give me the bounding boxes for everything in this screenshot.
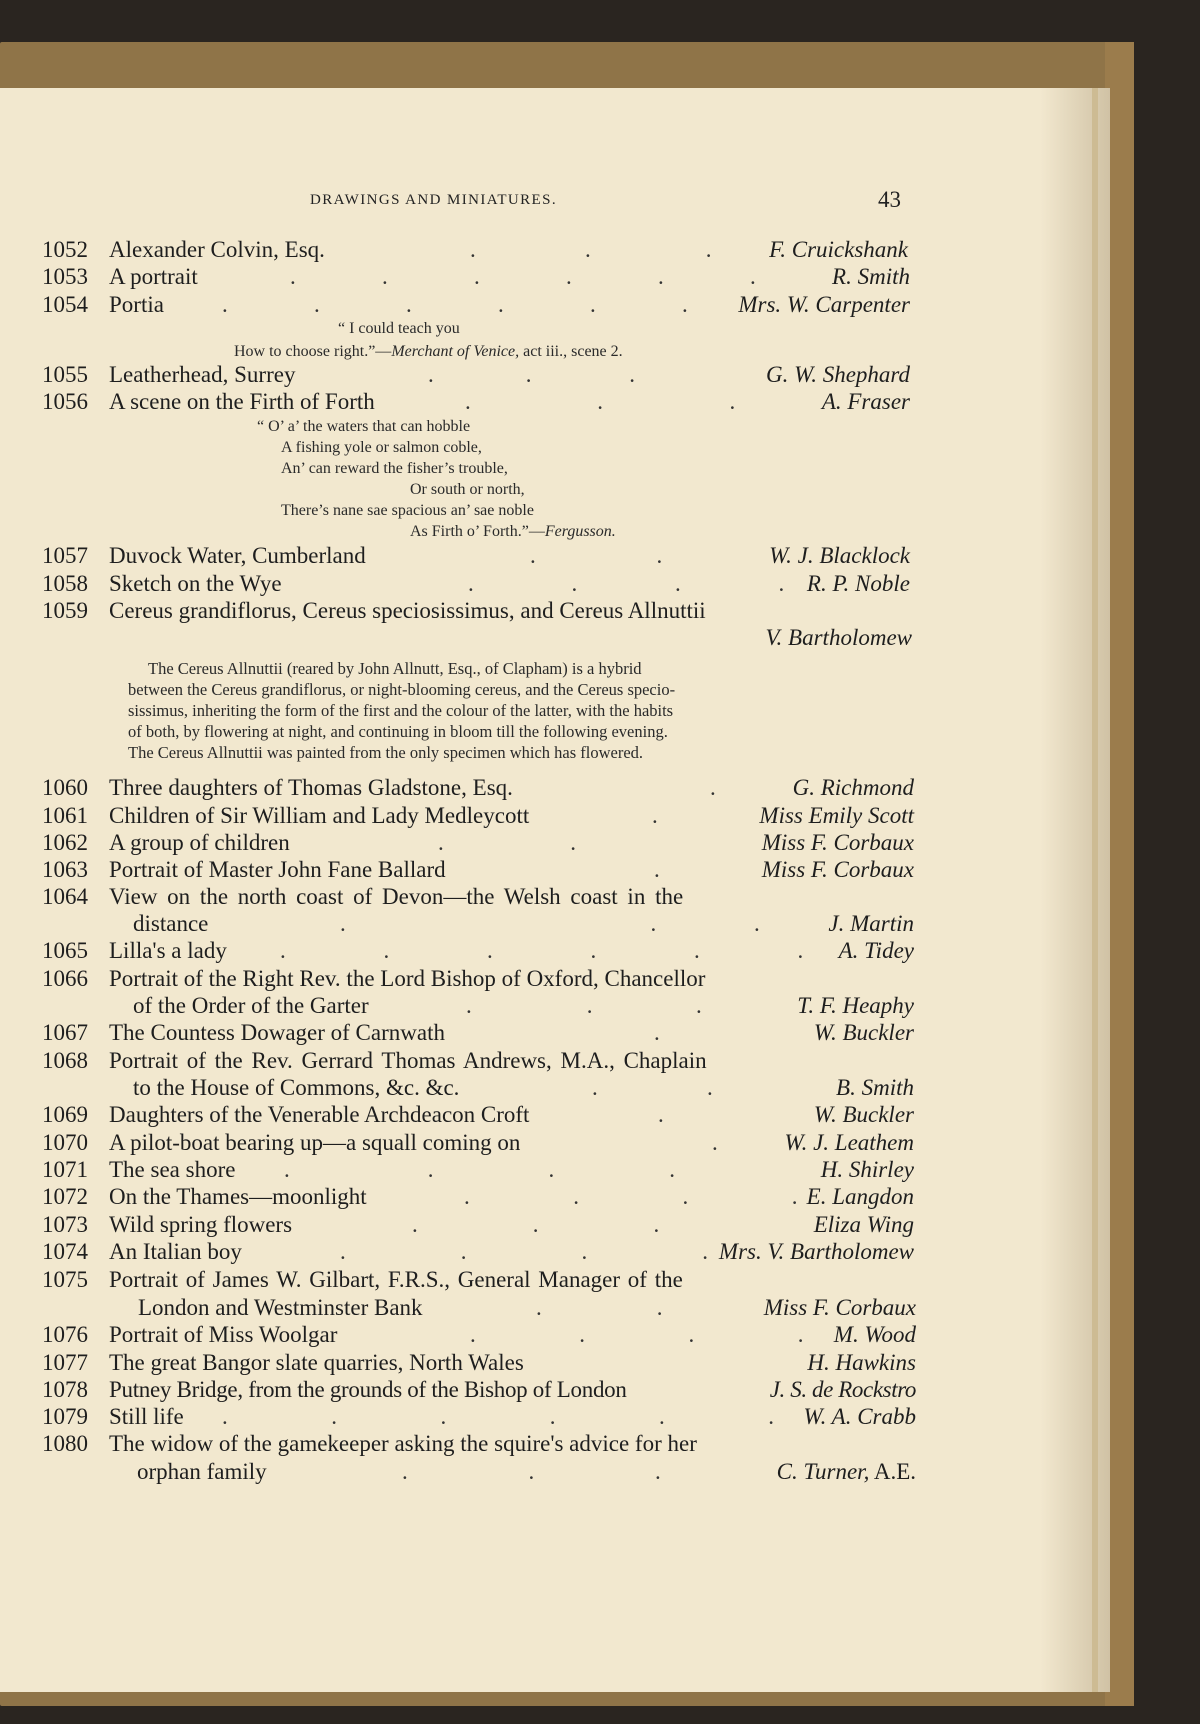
catalogue-entry — [0, 291, 1110, 319]
quote-text: How to choose right.”— — [234, 343, 392, 360]
entry-artist: C. Turner, — [776, 1459, 870, 1484]
entry-title: Portrait of the Right Rev. the Lord Bishop of Oxford, Chancellor — [109, 966, 706, 991]
entry-artist: M. Wood — [833, 1322, 916, 1347]
entry-artist: Miss Emily Scott — [759, 803, 914, 828]
entry-number: 1058 — [42, 571, 88, 596]
entry-title: View on the north coast of Devon—the Welsh coast in the — [109, 884, 684, 909]
entry-title: The Countess Dowager of Carnwath — [109, 1020, 445, 1045]
entry-number: 1063 — [42, 857, 88, 882]
entry-number: 1067 — [42, 1020, 88, 1045]
entry-artist: W. Buckler — [813, 1102, 914, 1127]
catalogue-entry — [0, 1101, 1110, 1129]
catalogue-entry — [0, 263, 1110, 291]
entry-title-continued: orphan family — [137, 1459, 267, 1484]
leader-dots: . — [710, 775, 716, 800]
quote-line: Or south or north, — [410, 481, 525, 498]
entry-number: 1076 — [42, 1322, 88, 1347]
entry-title: The sea shore — [109, 1157, 236, 1182]
catalogue-entry — [0, 597, 1110, 625]
entry-artist: G. Richmond — [792, 775, 914, 800]
entry-number: 1073 — [42, 1212, 88, 1237]
entry-number: 1061 — [42, 803, 88, 828]
leader-dots: . — [658, 1102, 664, 1127]
quote-line: “ I could teach you — [338, 320, 460, 337]
leader-dots: . . . . — [464, 1184, 798, 1209]
entry-title-continued: distance — [133, 911, 209, 936]
catalogue-entry-continuation — [0, 624, 1110, 652]
leader-dots: . . . . — [468, 571, 785, 596]
catalogue-entry — [0, 570, 1110, 598]
catalogue-entry — [0, 1211, 1110, 1239]
entry-title: On the Thames—moonlight — [109, 1184, 367, 1209]
entry-number: 1075 — [42, 1267, 88, 1292]
catalogue-entry — [0, 1047, 1110, 1075]
entry-artist-group — [777, 1458, 916, 1486]
entry-title: Alexander Colvin, Esq. — [109, 237, 325, 262]
catalogue-entry — [0, 1129, 1110, 1157]
entry-title: Sketch on the Wye — [109, 571, 282, 596]
entry-artist: G. W. Shephard — [766, 362, 910, 387]
leader-dots: . . — [592, 1075, 713, 1100]
leader-dots: . . . . . . — [290, 264, 756, 289]
entry-artist: V. Bartholomew — [765, 625, 912, 650]
entry-artist: W. Buckler — [813, 1020, 914, 1045]
entry-title: Cereus grandiflorus, Cereus speciosissimus, and Cereus Allnuttii — [109, 598, 706, 623]
entry-number: 1068 — [42, 1048, 88, 1073]
entry-title: Portia — [109, 292, 164, 317]
note-line: The Cereus Allnuttii (reared by John Allnutt, Esq., of Clapham) is a hybrid — [148, 659, 642, 678]
entry-artist: B. Smith — [836, 1075, 914, 1100]
leader-dots: . . . — [466, 993, 702, 1018]
entry-number: 1070 — [42, 1130, 88, 1155]
entry-artist: T. F. Heaphy — [797, 993, 914, 1018]
entry-title: Portrait of Miss Woolgar — [109, 1322, 338, 1347]
catalogue-entry — [0, 1238, 1110, 1266]
quote-reference: act iii., scene 2. — [519, 343, 623, 360]
entry-artist: A. Tidey — [838, 938, 914, 963]
entry-title: A scene on the Firth of Forth — [109, 389, 375, 414]
entry-artist: W. J. Leathem — [784, 1130, 914, 1155]
note-line: between the Cereus grandiflorus, or night-blooming cereus, and the Cereus specio- — [128, 680, 676, 699]
leader-dots: . — [654, 1020, 660, 1045]
quote-line — [234, 341, 623, 362]
entry-number: 1053 — [42, 264, 88, 289]
leader-dots: . . — [536, 1295, 663, 1320]
entry-title: A group of children — [109, 830, 290, 855]
note-line: sissimus, inheriting the form of the first and the colour of the latter, with the habits — [128, 701, 674, 720]
entry-number: 1055 — [42, 362, 88, 387]
catalogue-entry — [0, 1403, 1110, 1431]
entry-title: The great Bangor slate quarries, North Wales — [109, 1350, 524, 1375]
leader-dots: . . . — [465, 389, 736, 414]
leader-dots: . . . — [402, 1459, 661, 1484]
catalogue-entry — [0, 1183, 1110, 1211]
catalogue-entry — [0, 388, 1110, 416]
leader-dots: . . . . — [340, 1239, 708, 1264]
entry-title: Leatherhead, Surrey — [109, 362, 296, 387]
entry-artist: E. Langdon — [806, 1184, 914, 1209]
entry-artist: Miss F. Corbaux — [761, 830, 914, 855]
entry-artist: Miss F. Corbaux — [763, 1295, 916, 1320]
catalogue-entry-continuation — [0, 1294, 1110, 1322]
catalogue-entry — [0, 361, 1110, 389]
entry-number: 1080 — [42, 1431, 88, 1456]
catalogue-entry — [0, 1321, 1110, 1349]
entry-title-continued: to the House of Commons, &c. &c. — [133, 1075, 460, 1100]
catalogue-entry — [0, 774, 1110, 802]
leader-dots: . — [712, 1130, 718, 1155]
leader-dots: . . . — [412, 1212, 660, 1237]
entry-number: 1072 — [42, 1184, 88, 1209]
catalogue-entry-continuation — [0, 1458, 1110, 1486]
entry-artist: W. J. Blacklock — [769, 543, 910, 568]
catalogue-entry-continuation — [0, 910, 1110, 938]
entry-number: 1064 — [42, 884, 88, 909]
leader-dots: . — [654, 857, 660, 882]
entry-title: Putney Bridge, from the grounds of the Bishop of London — [109, 1377, 627, 1402]
quote-line: There’s nane sae spacious an’ sae noble — [281, 502, 534, 519]
entry-title: Portrait of James W. Gilbart, F.R.S., General Manager of the — [109, 1267, 683, 1292]
entry-number: 1069 — [42, 1102, 88, 1127]
leader-dots: . . . . . . — [280, 938, 804, 963]
entry-artist: H. Hawkins — [807, 1350, 916, 1375]
note-line: of both, by flowering at night, and continuing in bloom till the following evening. — [128, 722, 668, 741]
entry-artist: Mrs. W. Carpenter — [738, 292, 910, 317]
entry-title: Wild spring flowers — [109, 1212, 293, 1237]
catalogue-entry — [0, 1430, 1110, 1458]
catalogue-entry — [0, 829, 1110, 857]
leader-dots: . . — [438, 830, 576, 855]
leader-dots: . . . . — [284, 1157, 675, 1182]
leader-dots: . . . — [470, 237, 712, 262]
catalogue-entry — [0, 1266, 1110, 1294]
entry-title: A pilot-boat bearing up—a squall coming on — [109, 1130, 521, 1155]
entry-number: 1054 — [42, 292, 88, 317]
entry-number: 1056 — [42, 389, 88, 414]
leader-dots: . . . . . . — [222, 1404, 774, 1429]
entry-title: Portrait of the Rev. Gerrard Thomas Andrews, M.A., Chaplain — [109, 1048, 707, 1073]
catalogue-entry — [0, 236, 1110, 264]
entry-artist: J. Martin — [828, 911, 914, 936]
entry-title-continued: of the Order of the Garter — [133, 993, 369, 1018]
entry-title: A portrait — [109, 264, 198, 289]
entry-artist: Miss F. Corbaux — [761, 857, 914, 882]
entry-artist-suffix: A.E. — [873, 1459, 916, 1484]
entry-artist: F. Cruickshank — [769, 237, 908, 262]
catalogue-entry — [0, 937, 1110, 965]
entry-number: 1059 — [42, 598, 88, 623]
entry-title: Three daughters of Thomas Gladstone, Esq. — [109, 775, 513, 800]
entry-title: Children of Sir William and Lady Medleycott — [109, 803, 530, 828]
entry-number: 1062 — [42, 830, 88, 855]
entry-title: The widow of the gamekeeper asking the squire's advice for her — [109, 1431, 697, 1456]
entry-number: 1071 — [42, 1157, 88, 1182]
leader-dots: . . . . . . — [222, 292, 688, 317]
entry-artist: A. Fraser — [821, 389, 910, 414]
entry-artist: Eliza Wing — [813, 1212, 914, 1237]
entry-number: 1079 — [42, 1404, 88, 1429]
page-number: 43 — [878, 187, 901, 212]
catalogue-entry — [0, 856, 1110, 884]
quote-line — [410, 521, 616, 542]
catalogue-entry — [0, 802, 1110, 830]
entry-title: An Italian boy — [109, 1239, 242, 1264]
entry-title: Still life — [109, 1404, 184, 1429]
entry-artist: J. S. de Rockstro — [769, 1377, 916, 1402]
catalogue-entry-continuation — [0, 992, 1110, 1020]
entry-artist: Mrs. V. Bartholomew — [718, 1239, 914, 1264]
entry-title: Portrait of Master John Fane Ballard — [109, 857, 446, 882]
leader-dots: . . — [530, 543, 663, 568]
catalogue-entry — [0, 1376, 1110, 1404]
entry-title-continued: London and Westminster Bank — [138, 1295, 423, 1320]
entry-title: Lilla's a lady — [109, 938, 227, 963]
leader-dots: . . . . — [470, 1322, 804, 1347]
note-line: The Cereus Allnuttii was painted from the only specimen which has flowered. — [128, 743, 644, 762]
entry-number: 1065 — [42, 938, 88, 963]
entry-artist: R. Smith — [832, 264, 910, 289]
quote-line: “ O’ a’ the waters that can hobble — [257, 418, 471, 435]
entry-artist: W. A. Crabb — [803, 1404, 916, 1429]
catalogue-entry — [0, 1019, 1110, 1047]
catalogue-entry — [0, 1156, 1110, 1184]
leader-dots: . — [652, 803, 658, 828]
leader-dots: . . . — [340, 911, 760, 936]
quote-source: Merchant of Venice, — [391, 343, 520, 360]
quote-line: A fishing yole or salmon coble, — [281, 439, 482, 456]
entry-number: 1052 — [42, 237, 88, 262]
entry-number: 1060 — [42, 775, 88, 800]
quote-line: An’ can reward the fisher’s trouble, — [281, 460, 508, 477]
entry-number: 1074 — [42, 1239, 88, 1264]
catalogue-entry — [0, 965, 1110, 993]
entry-artist: H. Shirley — [820, 1157, 914, 1182]
catalogue-entry — [0, 883, 1110, 911]
entry-title: Daughters of the Venerable Archdeacon Croft — [109, 1102, 530, 1127]
entry-number: 1066 — [42, 966, 88, 991]
entry-title: Duvock Water, Cumberland — [109, 543, 366, 568]
entry-number: 1078 — [42, 1377, 88, 1402]
quote-text: As Firth o’ Forth.”— — [410, 523, 545, 540]
catalogue-entry — [0, 542, 1110, 570]
running-head: DRAWINGS AND MINIATURES. — [310, 192, 557, 208]
catalogue-entry — [0, 1349, 1110, 1377]
leader-dots: . . . — [428, 362, 635, 387]
entry-artist: R. P. Noble — [806, 571, 910, 596]
quote-source: Fergusson. — [544, 523, 616, 540]
entry-number: 1077 — [42, 1350, 88, 1375]
catalogue-entry-continuation — [0, 1074, 1110, 1102]
entry-number: 1057 — [42, 543, 88, 568]
